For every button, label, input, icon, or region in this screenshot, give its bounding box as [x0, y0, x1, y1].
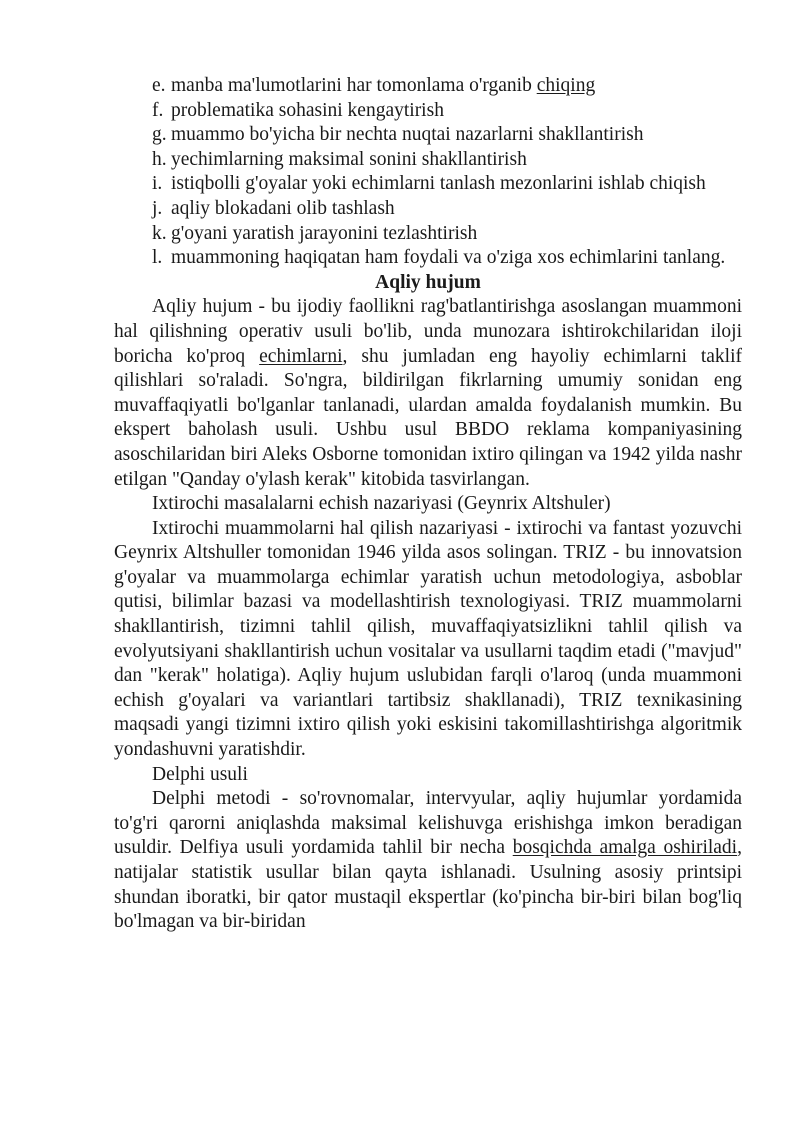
list-marker: k.	[152, 222, 167, 244]
list-item-e	[114, 74, 742, 99]
list-marker: g.	[152, 124, 167, 146]
list-item-l	[114, 246, 742, 271]
paragraph-triz-title: Ixtirochi masalalarni echish nazariyasi (Geynrix Altshuler)	[152, 493, 611, 515]
list-marker: i.	[152, 173, 163, 195]
list-item-text: istiqbolli g'oyalar yoki echimlarni tanlash mezonlarini ishlab chiqish	[171, 173, 706, 195]
paragraph-text: , shu jumladan eng hayoliy echimlarni taklif qilishlari so'raladi. So'ngra, bildirilgan fikrlarning umumiy sonidan eng muvaffaqiyatli bo'lganlar tanlanadi, ulardan amalda foydalanish mumkin. Bu ekspert baholash usuli. Ushbu usul BBDO reklama kompaniyasining asoschilaridan biri Aleks Osborne tomonidan ixtiro qilingan va 1942 yilda nashr etilgan "Qanday o'ylash kerak" kitobida tasvirlangan.	[114, 345, 742, 490]
list-item-text: g'oyani yaratish jarayonini tezlashtirish	[171, 222, 478, 244]
list-item-g	[114, 123, 742, 148]
list-item-text: manba ma'lumotlarini har tomonlama o'rganib	[171, 75, 537, 96]
list-marker: l.	[152, 247, 163, 269]
list-item-text: aqliy blokadani olib tashlash	[171, 197, 395, 219]
list-item-j	[114, 197, 742, 222]
link-bosqichda[interactable]: bosqichda amalga oshiriladi	[512, 837, 738, 859]
paragraph-triz: Ixtirochi muammolarni hal qilish nazariyasi - ixtirochi va fantast yozuvchi Geynrix Altshuller tomonidan 1946 yilda asos solingan. TRIZ - bu innovatsion g'oyalar va muammolarga echimlar yaratish uchun metodologiya, asboblar qutisi, bilimlar bazasi va modellashtirish texnologiyasi. TRIZ muammolarni shakllantirish, tizimni tahlil qilish, muvaffaqiyatsizlikni tahlil qilish va evolyutsiyani shakllantirish uchun vositalar va usullarni taqdim etadi ("mavjud" dan "kerak" holatiga). Aqliy hujum uslubidan farqli o'laroq (unda muammoni echish g'oyalari va variantlari tartibsiz shakllanadi), TRIZ texnikasining maqsadi yangi tizimni ixtiro qilish yoki eskisini takomillashtirishga algoritmik yondashuvni yaratishdir.	[114, 517, 742, 761]
list-marker: j.	[152, 197, 163, 219]
list-item-text: problematika sohasini kengaytirish	[171, 99, 444, 121]
list-marker: f.	[152, 99, 164, 121]
paragraph-text: Aqliy hujum - bu ijodiy faollikni rag'batlantirishga asoslangan muammoni hal qilishning operativ usuli bo'lib, unda munozara ishtirokchilaridan iloji boricha ko'proq	[114, 296, 742, 367]
list-item-text: yechimlarning maksimal sonini shakllantirish	[171, 148, 527, 170]
section-heading: Aqliy hujum	[375, 271, 481, 293]
list-item-k	[114, 222, 742, 247]
paragraph-delphi-title: Delphi usuli	[152, 763, 248, 785]
link-echimlarni[interactable]: echimlarni	[259, 345, 343, 367]
paragraph-aqliy-hujum	[114, 295, 742, 492]
list-marker: e.	[152, 75, 166, 96]
list-item-i	[114, 172, 742, 197]
list-item-h	[114, 148, 742, 173]
link-chiqing[interactable]: chiqing	[536, 75, 596, 96]
paragraph-delphi	[114, 787, 742, 935]
list-marker: h.	[152, 148, 167, 170]
paragraph-text: Delphi metodi - so'rovnomalar, intervyular, aqliy hujumlar yordamida to'g'ri qarorni aniqlashda maksimal kelishuvga erishishga imkon beradigan usuldir. Delfiya usuli yordamida tahlil bir necha	[114, 788, 742, 859]
list-item-text: muammoning haqiqatan ham foydali va o'ziga xos echimlarini tanlang.	[171, 247, 726, 269]
paragraph-text: , natijalar statistik usullar bilan qayta ishlanadi. Usulning asosiy printsipi shundan iboratki, bir qator mustaqil ekspertlar (ko'pincha bir-biri bilan bog'liq bo'lmagan va bir-biridan	[114, 837, 742, 933]
list-item-text: muammo bo'yicha bir nechta nuqtai nazarlarni shakllantirish	[171, 124, 644, 146]
document-page	[114, 74, 742, 935]
list-item-f	[114, 99, 742, 124]
